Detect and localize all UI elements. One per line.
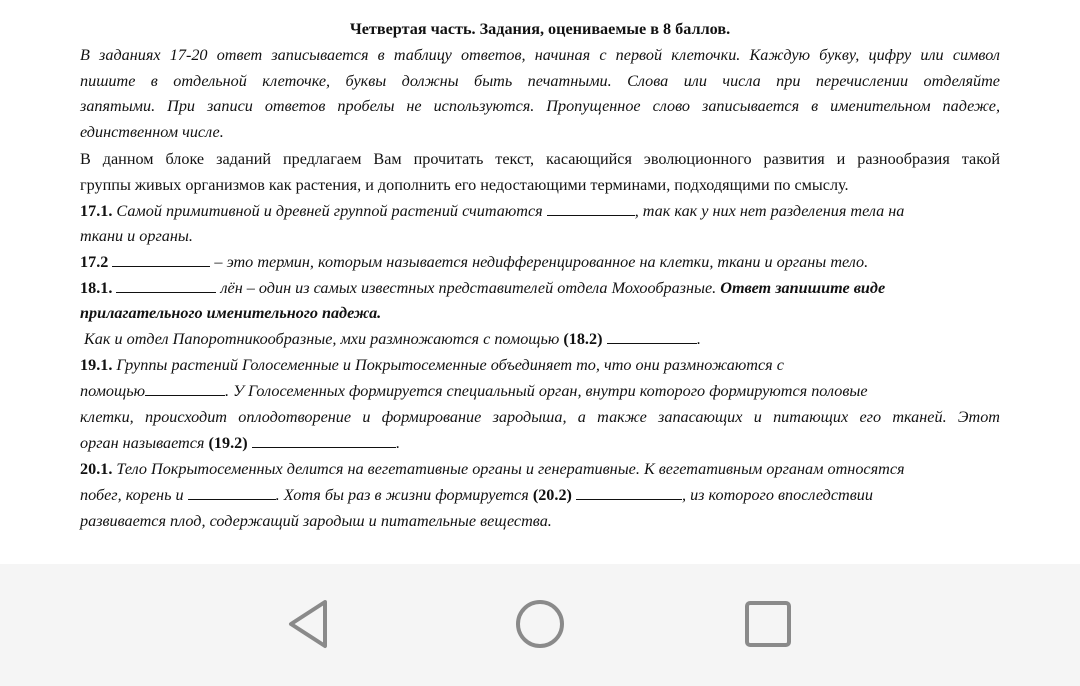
question-number: (19.2)	[208, 434, 248, 452]
question-text: , из которого впоследствии	[681, 486, 873, 504]
home-button[interactable]	[508, 592, 572, 656]
question-17-1	[80, 198, 1000, 224]
question-18-1	[80, 275, 1000, 301]
answer-blank-19-1[interactable]	[145, 381, 225, 396]
question-text: Самой примитивной и древней группой растений считаются	[116, 202, 543, 220]
answer-blank-18-1[interactable]	[116, 278, 216, 293]
question-text: побег, корень и	[80, 486, 184, 504]
question-19-2	[80, 430, 1000, 456]
question-text: , так как у них нет разделения тела на	[634, 202, 905, 220]
question-19-1	[80, 352, 1000, 378]
navigation-bar	[0, 564, 1080, 686]
question-text: – это термин, которым называется недифференцированное на клетки, ткани и органы тело.	[214, 253, 869, 271]
period: .	[696, 330, 701, 348]
question-18-2	[84, 326, 1004, 352]
question-text: . Хотя бы раз в жизни формируется	[275, 486, 529, 504]
answer-blank-17-2[interactable]	[112, 252, 210, 267]
question-text: помощью	[80, 382, 145, 400]
question-20-1-line-3: развивается плод, содержащий зародыш и питательные вещества.	[80, 512, 552, 530]
question-text: Группы растений Голосеменные и Покрытосеменные объединяет то, что они размножаются с	[116, 356, 784, 374]
answer-blank-17-1[interactable]	[547, 201, 635, 216]
instructions-line-1: В заданиях 17-20 ответ записывается в таблицу ответов, начиная с первой клеточки. Каждую букву, цифру или символ	[80, 46, 1000, 64]
page-title: Четвертая часть. Задания, оцениваемые в 8 баллов.	[349, 20, 731, 38]
question-text: Как и отдел Папоротникообразные, мхи размножаются с помощью	[84, 330, 560, 348]
question-text: орган называется	[80, 434, 205, 452]
question-number: 18.1.	[80, 279, 113, 297]
back-button[interactable]	[276, 592, 340, 656]
question-19-1-line-2	[80, 378, 1000, 404]
question-19-1-line-3: клетки, происходит оплодотворение и формирование зародыша, а также запасающих и питающих его тканей. Этот	[80, 408, 1000, 426]
question-number: (20.2)	[532, 486, 572, 504]
question-number: 20.1.	[80, 460, 113, 478]
answer-blank-20-1[interactable]	[188, 485, 276, 500]
instructions-line-3: запятыми. При записи ответов пробелы не используются. Пропущенное слово записывается в именительном падеже,	[80, 97, 1000, 115]
answer-format-note-line-2: прилагательного именительного падежа.	[80, 304, 382, 322]
answer-blank-20-2[interactable]	[576, 485, 682, 500]
answer-blank-19-2[interactable]	[252, 433, 396, 448]
question-20-1	[80, 456, 1000, 482]
period: .	[395, 434, 400, 452]
question-text: лён – один из самых известных представителей отдела Мохообразные.	[220, 279, 717, 297]
recents-button[interactable]	[736, 592, 800, 656]
answer-blank-18-2[interactable]	[607, 329, 697, 344]
question-20-1-line-2	[80, 482, 1000, 508]
question-number: 17.1.	[80, 202, 113, 220]
question-text: . У Голосеменных формируется специальный орган, внутри которого формируются половые	[225, 382, 868, 400]
home-icon	[514, 598, 566, 650]
intro-line-2: группы живых организмов как растения, и дополнить его недостающими терминами, подходящими по смыслу.	[80, 176, 849, 194]
question-17-2	[80, 249, 1000, 275]
instructions-line-4: единственном числе.	[80, 123, 224, 141]
question-number: 17.2	[80, 253, 109, 271]
question-number: (18.2)	[563, 330, 603, 348]
question-17-1-line-2: ткани и органы.	[80, 227, 193, 245]
intro-line-1: В данном блоке заданий предлагаем Вам прочитать текст, касающийся эволюционного развития и разнообразия такой	[80, 150, 1000, 168]
question-number: 19.1.	[80, 356, 113, 374]
instructions-line-2: пишите в отдельной клеточке, буквы должны быть печатными. Слова или числа при перечислении отделяйте	[80, 72, 1000, 90]
back-icon	[285, 598, 331, 650]
answer-format-note: Ответ запишите виде	[720, 279, 886, 297]
question-text: Тело Покрытосеменных делится на вегетативные органы и генеративные. К вегетативным органам относятся	[116, 460, 905, 478]
recents-icon	[744, 600, 792, 648]
